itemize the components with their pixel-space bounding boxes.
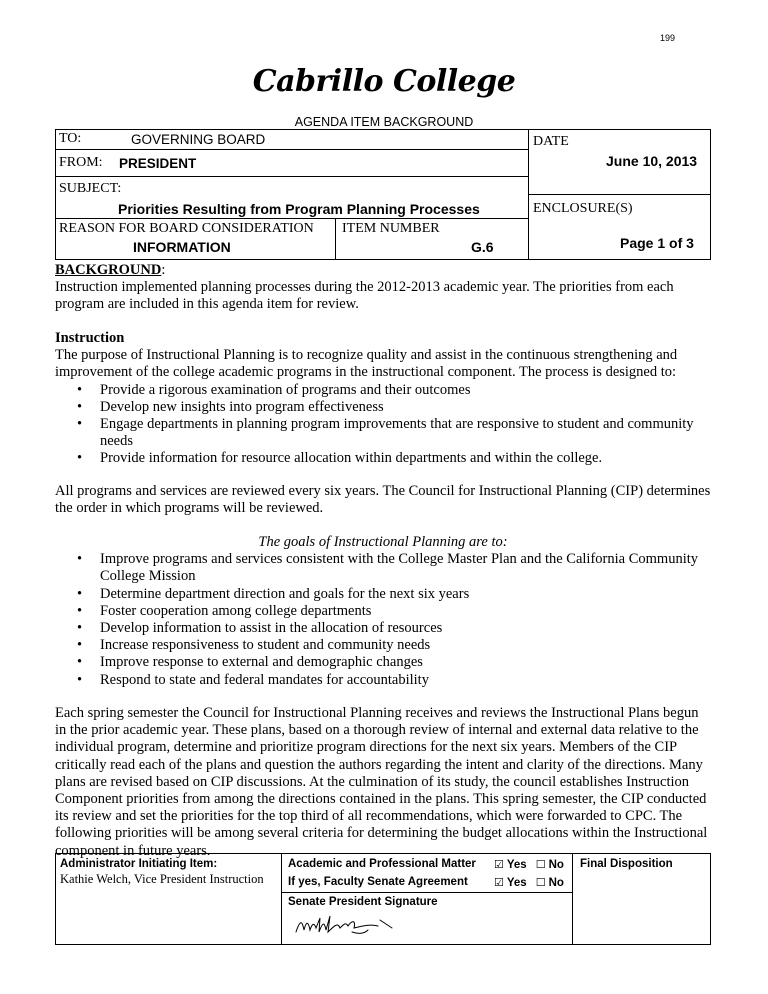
no-label: No — [548, 859, 564, 871]
checkbox-empty-icon[interactable]: ☐ — [535, 876, 546, 889]
academic-matter-label: Academic and Professional Matter — [288, 858, 476, 870]
admin-value: Kathie Welch, Vice President Instruction — [60, 872, 264, 886]
signature-label: Senate President Signature — [288, 896, 438, 908]
header-divider — [56, 149, 528, 150]
list-item: • Develop new insights into program effectiveness — [55, 399, 711, 416]
background-intro: Instruction implemented planning processes during the 2012-2013 academic year. The priorities from each program are included in this agenda item for review. — [55, 279, 674, 313]
list-item: • Improve programs and services consistent with the College Master Plan and the California Community College Mission — [55, 551, 711, 585]
page-number: 199 — [660, 33, 676, 43]
agenda-title: AGENDA ITEM BACKGROUND — [294, 115, 474, 129]
goals-section — [55, 534, 711, 689]
instruction-heading: Instruction — [55, 330, 125, 346]
checkbox-empty-icon[interactable]: ☐ — [535, 858, 546, 871]
footer-divider — [281, 892, 572, 893]
senate-agreement-options — [494, 875, 564, 890]
instruction-bullet-list — [55, 382, 711, 468]
list-item: • Provide a rigorous examination of programs and their outcomes — [55, 382, 711, 399]
approval-table — [55, 853, 711, 945]
to-value: GOVERNING BOARD — [131, 132, 266, 147]
academic-matter-options — [494, 857, 564, 872]
college-logo: Cabrillo College — [252, 64, 516, 99]
header-table — [55, 129, 711, 260]
no-label: No — [548, 877, 564, 889]
goals-bullet-list — [55, 551, 711, 689]
date-value: June 10, 2013 — [606, 153, 698, 169]
subject-label: SUBJECT: — [59, 181, 122, 196]
list-item: • Develop information to assist in the allocation of resources — [55, 620, 711, 637]
list-item: • Engage departments in planning program improvements that are responsive to student and community needs — [55, 416, 711, 450]
background-section — [55, 262, 711, 314]
item-number-value: G.6 — [471, 239, 494, 255]
subject-value: Priorities Resulting from Program Planning Processes — [118, 201, 480, 217]
header-divider — [56, 218, 528, 219]
goals-heading: The goals of Instructional Planning are to: — [258, 534, 508, 550]
header-divider — [56, 176, 528, 177]
from-value: PRESIDENT — [119, 156, 197, 171]
from-label: FROM: — [59, 155, 103, 170]
list-item: • Respond to state and federal mandates for accountability — [55, 672, 711, 689]
enclosure-label: ENCLOSURE(S) — [533, 201, 633, 216]
list-item: • Determine department direction and goals for the next six years — [55, 586, 711, 603]
list-item: • Improve response to external and demographic changes — [55, 654, 711, 671]
background-heading: BACKGROUND — [55, 262, 162, 278]
signature-image — [292, 912, 402, 940]
list-item: • Foster cooperation among college departments — [55, 603, 711, 620]
footer-divider — [572, 854, 573, 945]
page-count: Page 1 of 3 — [620, 235, 694, 251]
to-label: TO: — [59, 131, 82, 146]
reason-label: REASON FOR BOARD CONSIDERATION — [59, 221, 314, 236]
yes-label: Yes — [506, 877, 527, 889]
list-item: • Increase responsiveness to student and community needs — [55, 637, 711, 654]
review-paragraph: All programs and services are reviewed every six years. The Council for Instructional Planning (CIP) determines the order in which programs will be reviewed. — [55, 483, 711, 517]
closing-paragraph: Each spring semester the Council for Instructional Planning receives and reviews the Instructional Plans begun in the prior academic year. These plans, based on a thorough review of internal and external data relative to the individual program, determine and prioritize program directions for the next six years. Members of the CIP critically read each of the plans and question the authors regarding the intent and clarity of the directions. Many plans are revised based on CIP discussions. At the culmination of its study, the council establishes Instruction Component priorities from among the directions contained in the plans. This spring semester, the CIP conducted its review and set the priorities for the top third of all recommendations, which were forwarded to CPC. The following priorities will be among several criteria for determining the budget allocations within the Instructional component in future years. — [55, 705, 708, 859]
date-label: DATE — [533, 134, 569, 149]
header-divider — [528, 194, 711, 195]
footer-divider — [281, 854, 282, 945]
item-number-label: ITEM NUMBER — [342, 221, 440, 236]
final-disposition-label: Final Disposition — [580, 858, 673, 870]
yes-label: Yes — [506, 859, 527, 871]
header-divider — [335, 218, 336, 260]
senate-agreement-label: If yes, Faculty Senate Agreement — [288, 876, 468, 888]
header-divider — [528, 130, 529, 260]
admin-label: Administrator Initiating Item: — [60, 858, 218, 870]
instruction-section — [55, 330, 711, 468]
reason-value: INFORMATION — [133, 239, 231, 255]
checkbox-checked-icon[interactable]: ☑ — [494, 858, 504, 871]
checkbox-checked-icon[interactable]: ☑ — [494, 876, 504, 889]
background-heading-colon: : — [161, 262, 166, 278]
instruction-paragraph: The purpose of Instructional Planning is to recognize quality and assist in the continuous strengthening and improvement of the college academic programs in the instructional component. The process is designed to: — [55, 347, 678, 381]
list-item: • Provide information for resource allocation within departments and within the college. — [55, 450, 711, 467]
